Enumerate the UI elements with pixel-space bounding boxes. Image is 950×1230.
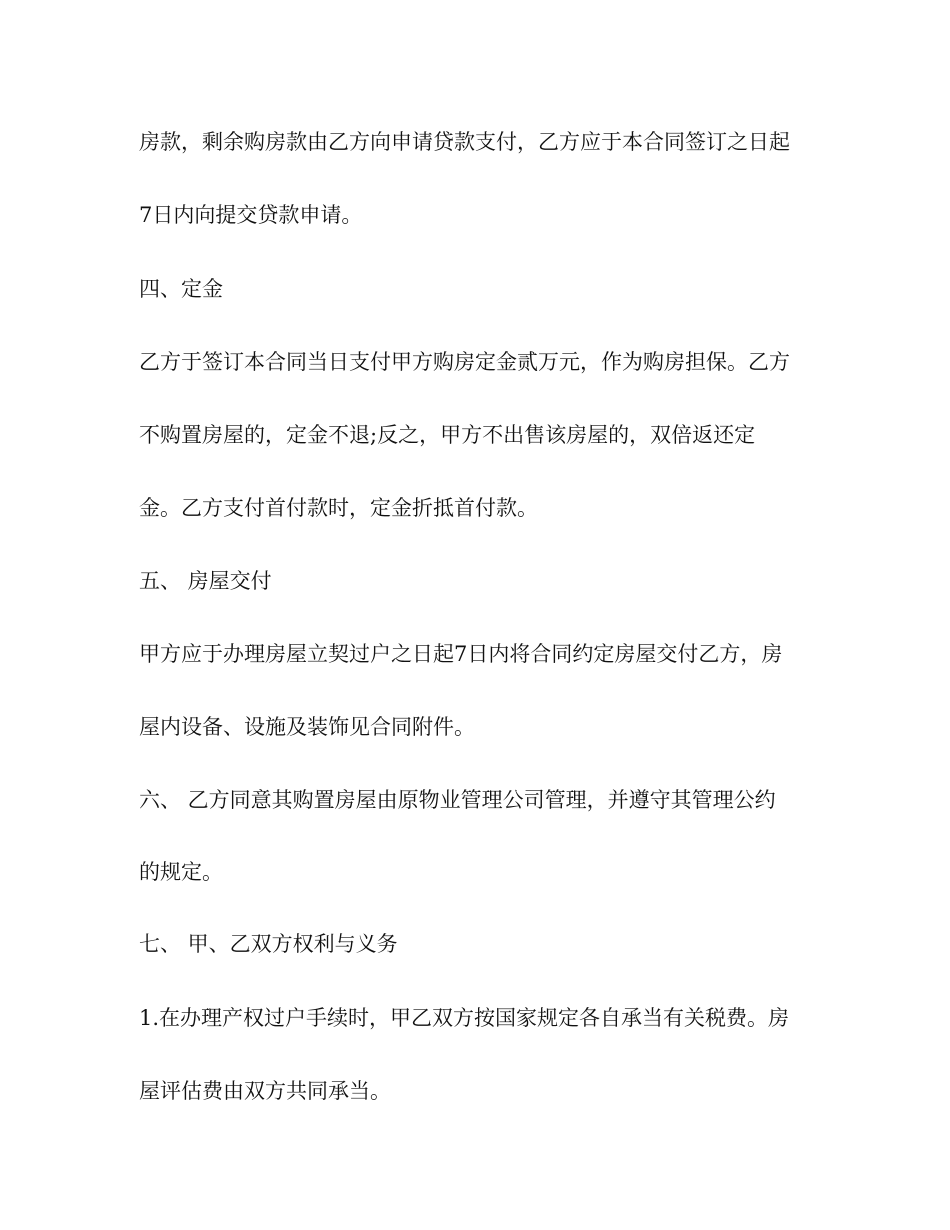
paragraph-line: 不购置房屋的，定金不退;反之，甲方不出售该房屋的，双倍返还定 [139, 423, 756, 447]
paragraph-line: 1.在办理产权过户手续时，甲乙双方按国家规定各自承当有关税费。房 [139, 1006, 790, 1030]
section-heading: 七、 甲、乙双方权利与义务 [139, 932, 398, 956]
paragraph-line: 屋内设备、设施及装饰见合同附件。 [139, 715, 475, 739]
section-heading: 四、定金 [139, 277, 223, 301]
paragraph-line: 乙方于签订本合同当日支付甲方购房定金贰万元，作为购房担保。乙方 [139, 350, 790, 374]
paragraph-line: 的规定。 [139, 860, 223, 884]
section-heading: 六、 乙方同意其购置房屋由原物业管理公司管理，并遵守其管理公约 [139, 788, 776, 812]
paragraph-line: 金。乙方支付首付款时，定金折抵首付款。 [139, 496, 538, 520]
section-heading: 五、 房屋交付 [139, 569, 272, 593]
paragraph-line: 甲方应于办理房屋立契过户之日起7日内将合同约定房屋交付乙方，房 [139, 642, 783, 666]
paragraph-line: 房款，剩余购房款由乙方向申请贷款支付，乙方应于本合同签订之日起 [139, 130, 790, 154]
paragraph-line: 7日内向提交贷款申请。 [139, 203, 363, 227]
paragraph-line: 屋评估费由双方共同承当。 [139, 1079, 391, 1103]
